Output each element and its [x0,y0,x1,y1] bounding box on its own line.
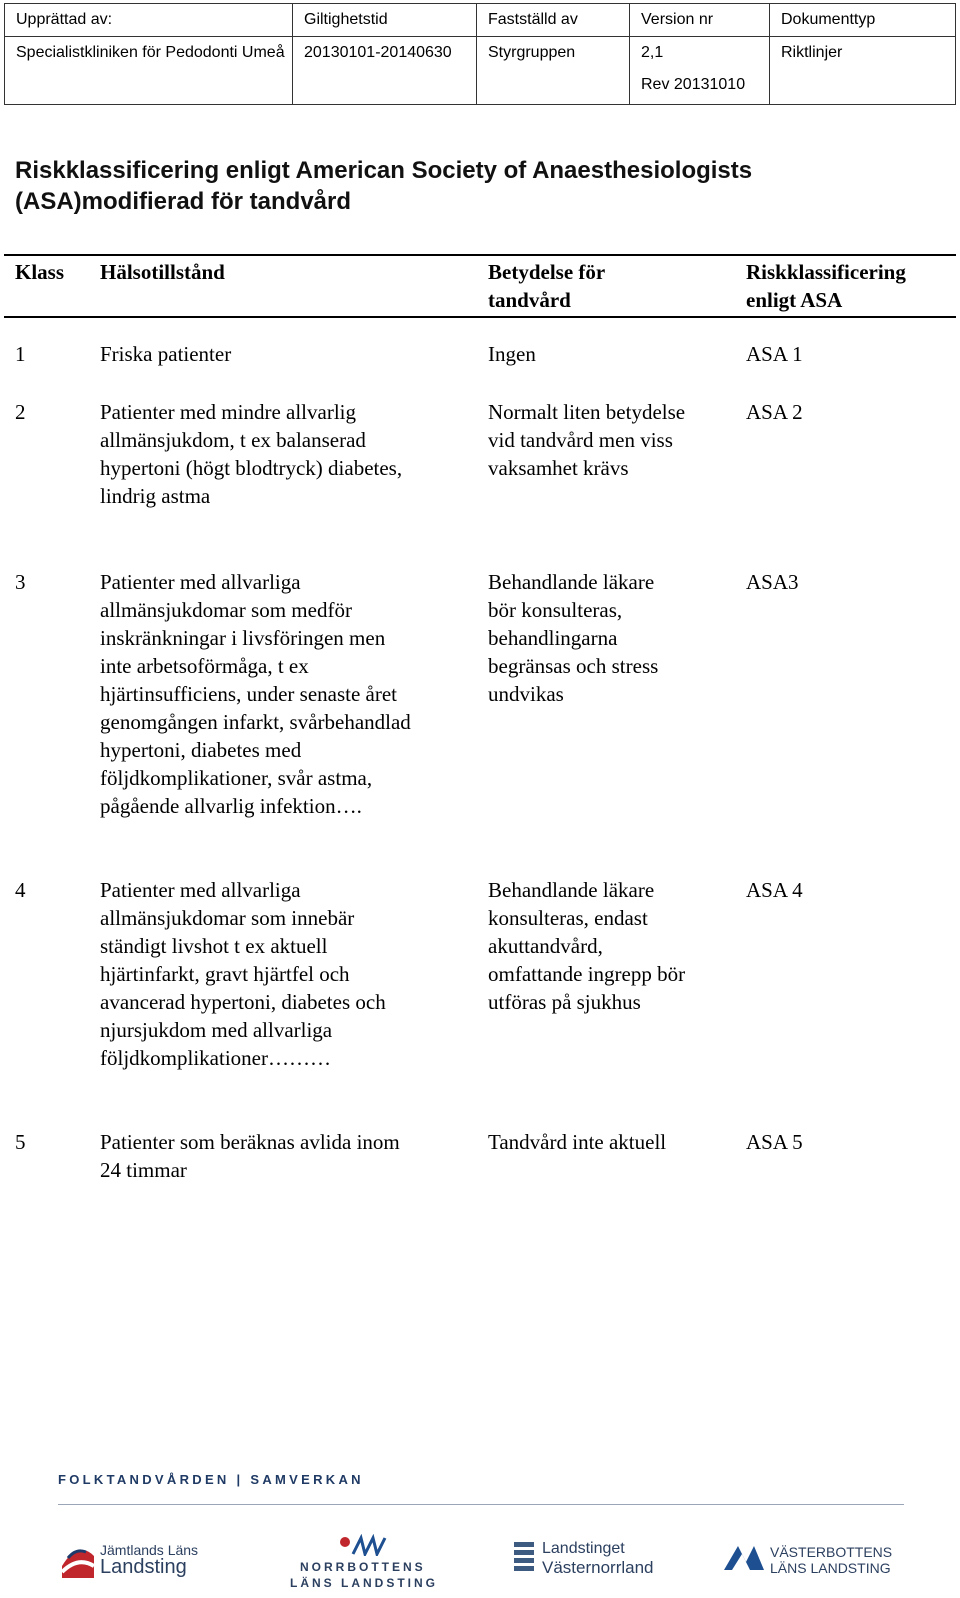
cell-klass: 5 [15,1130,26,1154]
cell-halsotillstand: Patienter med mindre allvarlig allmänsjukdom, t ex balanserad hypertoni (högt blodtryck) diabetes, lindrig astma [100,400,403,508]
logo-vasternorrland-line2: Västernorrland [542,1558,654,1577]
logo-vasternorrland-line1: Landstinget [542,1540,625,1557]
cell-klass: 1 [15,342,26,366]
meta-header-version: Version nr [630,4,770,37]
logo-jamtland-line2: Landsting [100,1556,187,1578]
meta-value-approved-by: Styrgruppen [477,37,630,105]
vasternorrland-emblem-icon [512,1540,538,1580]
header-halsotillstand: Hälsotillstånd [100,260,225,284]
header-riskklassificering: Riskklassificering enligt ASA [746,260,906,312]
cell-halsotillstand: Patienter med allvarliga allmänsjukdomar som medför inskränkningar i livsföringen men inte arbetsoförmåga, t ex hjärtinsufficiens, under senaste året genomgången infarkt, svårbehandlad hypertoni, diabetes med följdkomplikationer, svår astma, pågående allvarlig infektion…. [100,570,411,818]
meta-header-approved-by: Fastställd av [477,4,630,37]
logo-vasterbotten-line2: LÄNS LANDSTING [770,1560,891,1576]
cell-asa: ASA3 [746,570,799,594]
version-number: 2,1 [641,44,664,62]
logo-norrbotten-line1: NORRBOTTENS [300,1560,426,1574]
cell-halsotillstand: Patienter med allvarliga allmänsjukdomar som innebär ständigt livshot t ex aktuell hjärtinfarkt, gravt hjärtfel och avancerad hypertoni, diabetes och njursjukdom med allvarliga följdkomplikationer……… [100,878,386,1070]
header-betydelse: Betydelse för tandvård [488,260,606,312]
cell-betydelse: Behandlande läkare konsulteras, endast akuttandvård, omfattande ingrepp bör utföras på sjukhus [488,878,686,1014]
meta-value-doctype: Riktlinjer [770,37,956,105]
meta-value-author: Specialistkliniken för Pedodonti Umeå [5,37,293,105]
cell-betydelse: Tandvård inte aktuell [488,1130,667,1154]
cell-betydelse: Behandlande läkare bör konsulteras, behandlingarna begränsas och stress undvikas [488,570,659,706]
cell-halsotillstand: Patienter som beräknas avlida inom 24 timmar [100,1130,400,1182]
logo-norrbotten [290,1534,450,1592]
cell-klass: 3 [15,570,26,594]
meta-header-doctype: Dokumenttyp [770,4,956,37]
logo-norrbotten-line2: LÄNS LANDSTING [290,1576,438,1590]
cell-asa: ASA 2 [746,400,803,424]
cell-betydelse: Normalt liten betydelse vid tandvård men viss vaksamhet krävs [488,400,686,480]
document-meta-table [4,3,956,105]
vasterbotten-emblem-icon [722,1540,766,1576]
cell-klass: 2 [15,400,26,424]
meta-value-validity: 20130101-20140630 [293,37,477,105]
cell-asa: ASA 5 [746,1130,803,1154]
norrbotten-emblem-icon [335,1534,395,1556]
page-title: Riskklassificering enligt American Society of Anaesthesiologists (ASA)modifierad för tandvård [15,157,753,215]
footer-brand: FOLKTANDVÅRDEN | SAMVERKAN [58,1472,364,1487]
meta-value-version [630,37,770,105]
logo-jamtland [58,1534,248,1592]
logo-vasterbotten [722,1534,912,1592]
meta-header-validity: Giltighetstid [293,4,477,37]
table-top-rule [4,254,956,256]
cell-asa: ASA 4 [746,878,803,902]
logo-jamtland-line1: Jämtlands Läns [100,1542,199,1558]
logo-vasternorrland [512,1534,692,1592]
logo-vasterbotten-line1: VÄSTERBOTTENS [770,1544,893,1560]
cell-klass: 4 [15,878,26,902]
cell-halsotillstand: Friska patienter [100,342,232,366]
meta-header-author: Upprättad av: [5,4,293,37]
cell-asa: ASA 1 [746,342,803,366]
header-klass: Klass [15,260,65,284]
jamtland-emblem-icon [58,1538,98,1582]
table-header-rule [4,316,956,318]
footer-divider [58,1504,904,1505]
cell-betydelse: Ingen [488,342,536,366]
revision-date: Rev 20131010 [641,76,746,94]
